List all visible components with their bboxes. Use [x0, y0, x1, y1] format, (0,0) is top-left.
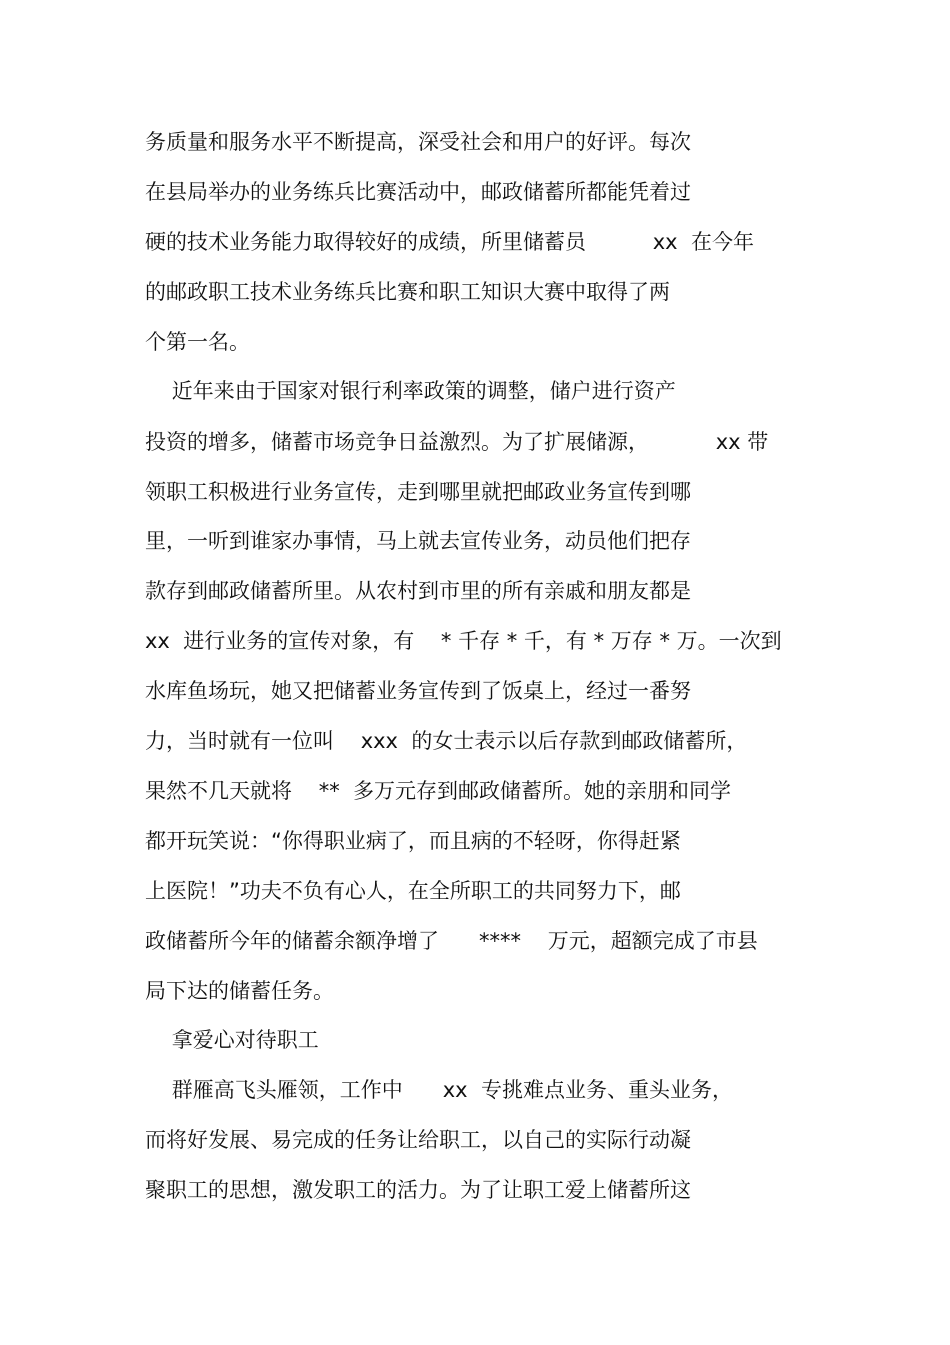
text-line: 的邮政职工技术业务练兵比赛和职工知识大赛中取得了两	[145, 280, 670, 304]
text-line: 近年来由于国家对银行利率政策的调整，储户进行资产	[145, 379, 676, 403]
text-line: 而将好发展、易完成的任务让给职工，以自己的实际行动凝	[145, 1128, 691, 1152]
text-line: 个第一名。	[145, 330, 250, 354]
text-line: 投资的增多，储蓄市场竞争日益激烈。为了扩展储源， xx 带	[145, 430, 769, 454]
section-heading: 拿爱心对待职工	[145, 1028, 319, 1052]
text-line: 里，一听到谁家办事情，马上就去宣传业务，动员他们把存	[145, 529, 691, 553]
text-line: 果然不几天就将 ** 多万元存到邮政储蓄所。她的亲朋和同学	[145, 779, 732, 803]
text-line: 硬的技术业务能力取得较好的成绩，所里储蓄员 xx 在今年	[145, 230, 754, 254]
text-line: xx 进行业务的宣传对象，有 * 千存 * 千，有 * 万存 * 万。一次到	[145, 629, 782, 653]
text-line: 聚职工的思想，激发职工的活力。为了让职工爱上储蓄所这	[145, 1178, 691, 1202]
text-line: 力，当时就有一位叫 xxx 的女士表示以后存款到邮政储蓄所，	[145, 729, 748, 753]
text-line: 群雁高飞头雁领，工作中 xx 专挑难点业务、重头业务，	[145, 1078, 733, 1102]
text-line: 局下达的储蓄任务。	[145, 979, 334, 1003]
text-line: 款存到邮政储蓄所里。从农村到市里的所有亲戚和朋友都是	[145, 579, 691, 603]
text-line: 务质量和服务水平不断提高，深受社会和用户的好评。每次	[145, 130, 691, 154]
text-line: 在县局举办的业务练兵比赛活动中，邮政储蓄所都能凭着过	[145, 180, 691, 204]
text-line: 都开玩笑说：“你得职业病了，而且病的不轻呀，你得赶紧	[145, 829, 681, 853]
text-line: 政储蓄所今年的储蓄余额净增了 **** 万元，超额完成了市县	[145, 929, 758, 953]
text-line: 水库鱼场玩，她又把储蓄业务宣传到了饭桌上，经过一番努	[145, 679, 691, 703]
text-line: 领职工积极进行业务宣传，走到哪里就把邮政业务宣传到哪	[145, 480, 691, 504]
text-line: 上医院！”功夫不负有心人，在全所职工的共同努力下，邮	[145, 879, 681, 903]
